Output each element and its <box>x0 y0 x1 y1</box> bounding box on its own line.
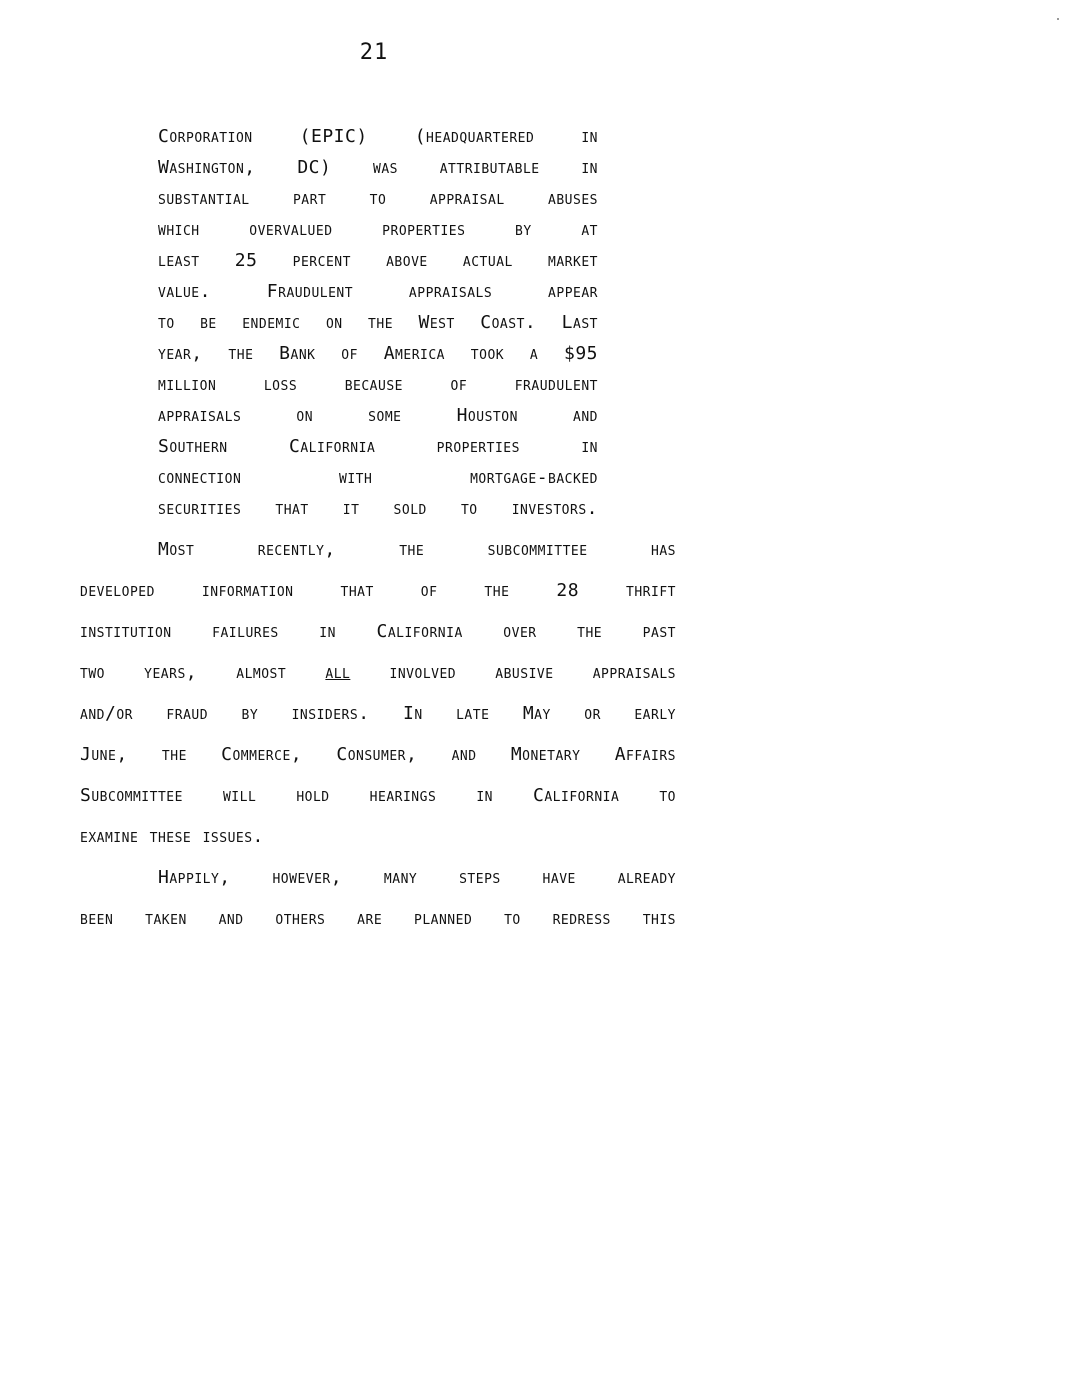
quote-line: appraisals on some Houston and <box>158 405 598 426</box>
quote-line: million loss because of fraudulent <box>158 374 598 395</box>
paragraph-line: Most recently, the subcommittee has <box>158 539 676 560</box>
quote-line: value. Fraudulent appraisals appear <box>158 281 598 302</box>
paragraph-line-with-emphasis <box>80 662 676 683</box>
paragraph-text: two years, almost <box>80 662 287 683</box>
quote-line: securities that it sold to investors. <box>158 498 598 519</box>
paragraph-line: developed information that of the 28 thrift <box>80 580 676 601</box>
quote-line: substantial part to appraisal abuses <box>158 188 598 209</box>
page-number: 21 <box>359 40 389 65</box>
quote-line: year, the Bank of America took a $95 <box>158 343 598 364</box>
underlined-word: all <box>325 662 351 683</box>
quote-line: Southern California properties in <box>158 436 598 457</box>
paragraph-line: June, the Commerce, Consumer, and Monetary Affairs <box>80 744 676 765</box>
paragraph-line: and/or fraud by insiders. In late May or early <box>80 703 676 724</box>
paragraph-line: Subcommittee will hold hearings in California to <box>80 785 676 806</box>
quote-line: least 25 percent above actual market <box>158 250 598 271</box>
quote-line: connection with mortgage-backed <box>158 467 598 488</box>
paragraph-line: institution failures in California over the past <box>80 621 676 642</box>
paragraph-text: involved abusive appraisals <box>389 662 676 683</box>
quote-line: which overvalued properties by at <box>158 219 598 240</box>
scan-speck <box>1057 18 1059 20</box>
paragraph-line: examine these issues. <box>80 826 264 847</box>
quote-line: Corporation (EPIC) (headquartered in <box>158 126 598 147</box>
paragraph-line: Happily, however, many steps have already <box>158 867 676 888</box>
paragraph-line: been taken and others are planned to redress this <box>80 908 676 929</box>
quote-line: to be endemic on the West Coast. Last <box>158 312 598 333</box>
quote-line: Washington, DC) was attributable in <box>158 157 598 178</box>
